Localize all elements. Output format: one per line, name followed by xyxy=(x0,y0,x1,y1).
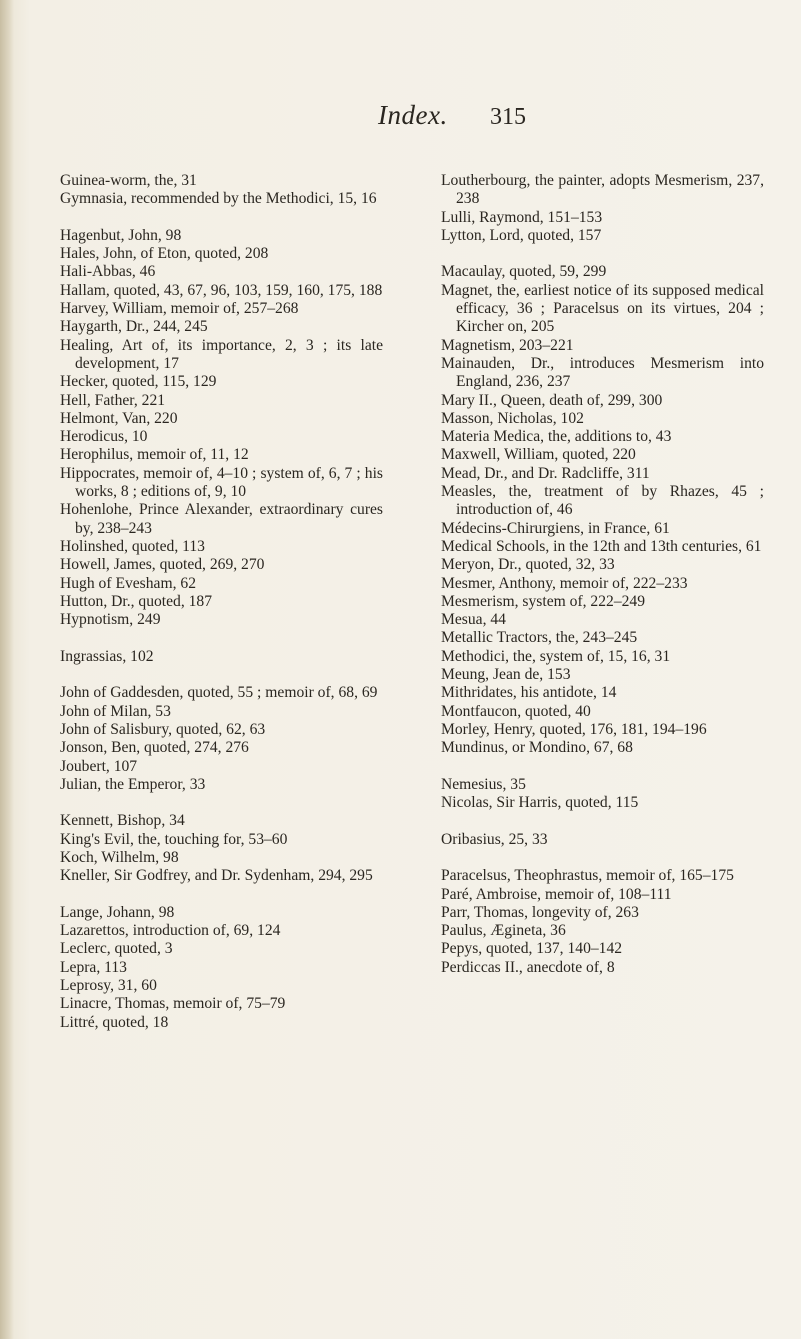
index-entry: Helmont, Van, 220 xyxy=(60,409,178,427)
index-entry: Mithridates, his antidote, 14 xyxy=(441,684,617,702)
index-entry: Magnet, the, earliest notice of its supposed medical efficacy, 36 ; Paracelsus on its virtues, 204 ; Kircher on, 205 xyxy=(441,281,764,336)
letter-group-gap xyxy=(60,209,383,227)
index-entry: Pepys, quoted, 137, 140–142 xyxy=(441,940,623,958)
index-entry: Kennett, Bishop, 34 xyxy=(60,812,185,830)
index-entry: Harvey, William, memoir of, 257–268 xyxy=(60,300,299,318)
index-entry: Hypnotism, 249 xyxy=(60,611,161,629)
index-entry: Loutherbourg, the painter, adopts Mesmerism, 237, 238 xyxy=(441,172,764,208)
index-entry: Hallam, quoted, 43, 67, 96, 103, 159, 160, 175, 188 xyxy=(60,281,383,299)
letter-group-gap xyxy=(441,849,764,867)
index-entry: Guinea-worm, the, 31 xyxy=(60,172,197,189)
index-entry: Nemesius, 35 xyxy=(441,775,526,793)
letter-group-gap xyxy=(60,666,383,684)
index-entry: Healing, Art of, its importance, 2, 3 ; its late development, 17 xyxy=(60,336,383,372)
index-entry: Mundinus, or Mondino, 67, 68 xyxy=(441,739,633,757)
index-entry: Jonson, Ben, quoted, 274, 276 xyxy=(60,739,249,757)
index-entry: Mary II., Queen, death of, 299, 300 xyxy=(441,391,663,409)
index-entry: Haygarth, Dr., 244, 245 xyxy=(60,318,208,336)
index-entry: Leprosy, 31, 60 xyxy=(60,977,157,995)
index-entry: Julian, the Emperor, 33 xyxy=(60,775,206,793)
index-entry: Herophilus, memoir of, 11, 12 xyxy=(60,446,249,464)
index-entry: Gymnasia, recommended by the Methodici, 15, 16 xyxy=(60,190,377,208)
index-entry: Magnetism, 203–221 xyxy=(441,336,574,354)
letter-group-gap xyxy=(441,812,764,830)
index-entry: Perdiccas II., anecdote of, 8 xyxy=(441,958,615,976)
index-entry: Lytton, Lord, quoted, 157 xyxy=(441,226,602,244)
index-entry: Leclerc, quoted, 3 xyxy=(60,940,173,958)
index-column-left xyxy=(60,172,383,1032)
running-title: Index. xyxy=(378,100,448,130)
index-entry: Lazarettos, introduction of, 69, 124 xyxy=(60,922,281,940)
index-entry: Hali-Abbas, 46 xyxy=(60,263,156,281)
index-entry: Masson, Nicholas, 102 xyxy=(441,409,584,427)
page-header xyxy=(0,100,801,140)
index-entry: Hecker, quoted, 115, 129 xyxy=(60,373,217,391)
index-entry: Hales, John, of Eton, quoted, 208 xyxy=(60,245,269,263)
index-entry: Medical Schools, in the 12th and 13th centuries, 61 xyxy=(441,537,762,555)
index-entry: Macaulay, quoted, 59, 299 xyxy=(441,263,607,281)
letter-group-gap xyxy=(60,629,383,647)
index-entry: Ingrassias, 102 xyxy=(60,647,154,665)
index-entry: Morley, Henry, quoted, 176, 181, 194–196 xyxy=(441,720,707,738)
index-entry: Meryon, Dr., quoted, 32, 33 xyxy=(441,556,615,574)
index-entry: Herodicus, 10 xyxy=(60,428,148,446)
index-entry: Mesmer, Anthony, memoir of, 222–233 xyxy=(441,574,688,592)
index-entry: Meung, Jean de, 153 xyxy=(441,666,571,684)
index-entry: Hell, Father, 221 xyxy=(60,391,166,409)
index-column-right xyxy=(441,172,764,977)
index-entry: Oribasius, 25, 33 xyxy=(441,830,548,848)
page-number: 315 xyxy=(490,104,526,130)
index-entry: Kneller, Sir Godfrey, and Dr. Sydenham, 294, 295 xyxy=(60,867,373,885)
index-entry: Lange, Johann, 98 xyxy=(60,903,175,921)
index-entry: Measles, the, treatment of by Rhazes, 45 ; introduction of, 46 xyxy=(441,483,764,519)
index-entry: John of Milan, 53 xyxy=(60,702,171,720)
index-entry: Paulus, Ægineta, 36 xyxy=(441,922,566,940)
index-entry: Maxwell, William, quoted, 220 xyxy=(441,446,636,464)
index-entry: Parr, Thomas, longevity of, 263 xyxy=(441,903,639,921)
index-entry: Joubert, 107 xyxy=(60,757,138,775)
index-entry: Paré, Ambroise, memoir of, 108–111 xyxy=(441,885,672,903)
index-entry: Paracelsus, Theophrastus, memoir of, 165–175 xyxy=(441,867,734,885)
index-entry: Mesua, 44 xyxy=(441,611,506,629)
letter-group-gap xyxy=(441,758,764,776)
index-entry: Hugh of Evesham, 62 xyxy=(60,574,196,592)
letter-group-gap xyxy=(441,245,764,263)
index-entry: Mesmerism, system of, 222–249 xyxy=(441,592,646,610)
index-entry: King's Evil, the, touching for, 53–60 xyxy=(60,830,288,848)
index-entry: Howell, James, quoted, 269, 270 xyxy=(60,556,265,574)
index-entry: John of Salisbury, quoted, 62, 63 xyxy=(60,720,266,738)
index-entry: Médecins-Chirurgiens, in France, 61 xyxy=(441,519,670,537)
letter-group-gap xyxy=(60,886,383,904)
index-entry: Hippocrates, memoir of, 4–10 ; system of, 6, 7 ; his works, 8 ; editions of, 9, 10 xyxy=(60,464,383,501)
letter-group-gap xyxy=(60,794,383,812)
index-entry: Hagenbut, John, 98 xyxy=(60,226,182,244)
index-entry: Lulli, Raymond, 151–153 xyxy=(441,208,603,226)
index-entry: Littré, quoted, 18 xyxy=(60,1013,169,1031)
index-entry: Hohenlohe, Prince Alexander, extraordinary cures by, 238–243 xyxy=(60,501,383,537)
index-entry: Hutton, Dr., quoted, 187 xyxy=(60,592,213,610)
index-entry: Holinshed, quoted, 113 xyxy=(60,537,205,555)
index-entry: Mainauden, Dr., introduces Mesmerism into England, 236, 237 xyxy=(441,354,764,391)
index-entry: Metallic Tractors, the, 243–245 xyxy=(441,629,638,647)
index-entry: Montfaucon, quoted, 40 xyxy=(441,702,591,720)
index-entry: Materia Medica, the, additions to, 43 xyxy=(441,428,672,446)
page-binding-edge xyxy=(0,0,14,1339)
index-entry: Nicolas, Sir Harris, quoted, 115 xyxy=(441,794,639,812)
index-entry: Methodici, the, system of, 15, 16, 31 xyxy=(441,647,671,665)
index-entry: Mead, Dr., and Dr. Radcliffe, 311 xyxy=(441,464,650,482)
index-entry: John of Gaddesden, quoted, 55 ; memoir of, 68, 69 xyxy=(60,684,378,702)
index-entry: Linacre, Thomas, memoir of, 75–79 xyxy=(60,995,286,1013)
index-entry: Koch, Wilhelm, 98 xyxy=(60,848,179,866)
index-entry: Lepra, 113 xyxy=(60,958,127,976)
